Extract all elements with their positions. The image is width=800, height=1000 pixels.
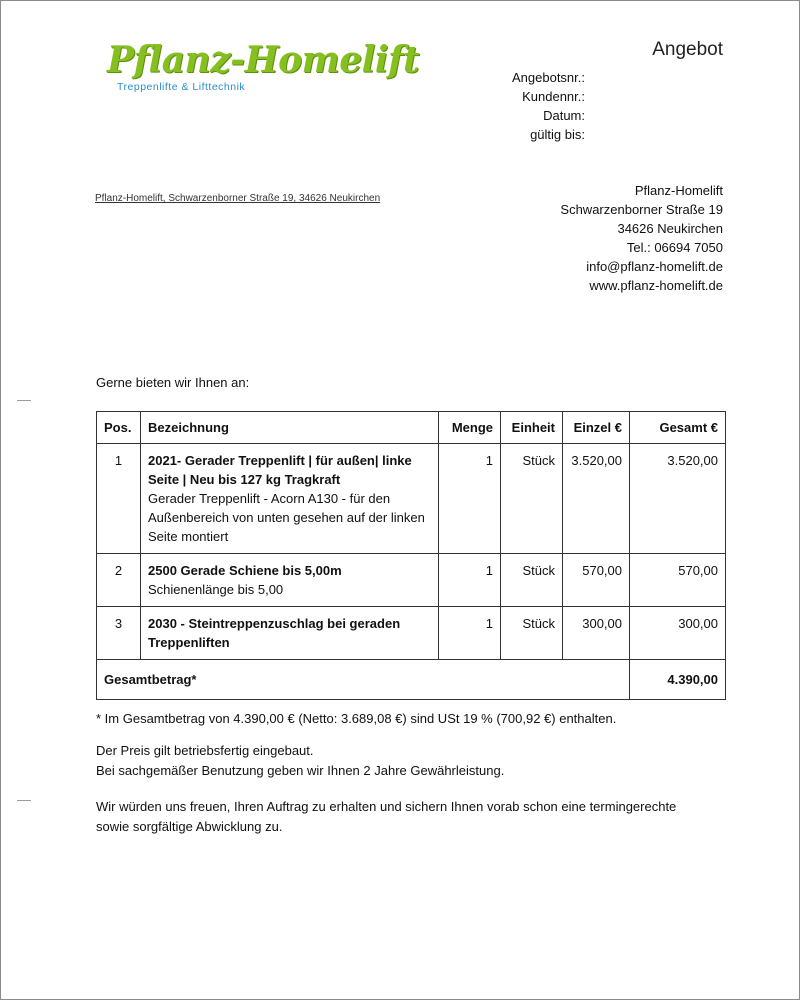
row-unit-price: 570,00 — [563, 554, 630, 607]
meta-offer-number-label: Angebotsnr.: — [512, 70, 585, 85]
row-unit: Stück — [501, 444, 563, 554]
total-value: 4.390,00 — [630, 660, 726, 700]
item-title: 2021- Gerader Treppenlift | für außen| linke Seite | Neu bis 127 kg Tragkraft — [148, 453, 412, 487]
logo-title: Pflanz-Homelift — [107, 39, 420, 81]
total-row — [97, 660, 726, 700]
row-unit: Stück — [501, 607, 563, 660]
company-logo — [107, 39, 420, 101]
header-description: Bezeichnung — [141, 412, 439, 444]
company-name: Pflanz-Homelift — [634, 183, 723, 198]
table-row — [97, 554, 726, 607]
row-total: 300,00 — [630, 607, 726, 660]
vat-footnote: * Im Gesamtbetrag von 4.390,00 € (Netto: 3.689,08 €) sind USt 19 % (700,92 €) enthalten. — [96, 711, 617, 726]
header-total: Gesamt € — [630, 412, 726, 444]
company-phone: Tel.: 06694 7050 — [626, 240, 723, 255]
table-row — [97, 444, 726, 554]
table-header-row — [97, 412, 726, 444]
fold-mark — [17, 400, 31, 401]
total-label: Gesamtbetrag* — [97, 660, 630, 700]
company-address — [560, 181, 723, 295]
row-unit-price: 300,00 — [563, 607, 630, 660]
closing-line: sowie sorgfältige Abwicklung zu. — [96, 819, 283, 834]
meta-valid-until-label: gültig bis: — [530, 127, 585, 142]
terms-line: Bei sachgemäßer Benutzung geben wir Ihnen 2 Jahre Gewährleistung. — [96, 763, 505, 778]
row-unit-price: 3.520,00 — [563, 444, 630, 554]
sender-address-line: Pflanz-Homelift, Schwarzenborner Straße 19, 34626 Neukirchen — [95, 193, 381, 204]
item-detail: Schienenlänge bis 5,00 — [148, 582, 284, 597]
header-pos: Pos. — [97, 412, 141, 444]
closing-paragraph — [96, 797, 676, 837]
closing-line: Wir würden uns freuen, Ihren Auftrag zu erhalten und sichern Ihnen vorab schon eine termingerechte — [96, 799, 677, 814]
item-title: 2500 Gerade Schiene bis 5,00m — [148, 563, 342, 578]
row-total: 570,00 — [630, 554, 726, 607]
fold-mark — [17, 800, 31, 801]
row-pos: 2 — [97, 554, 141, 607]
table-row — [97, 607, 726, 660]
row-unit: Stück — [501, 554, 563, 607]
item-detail: Gerader Treppenlift - Acorn A130 - für den Außenbereich von unten gesehen auf der linken Seite montiert — [148, 491, 425, 544]
item-title: 2030 - Steintreppenzuschlag bei geraden Treppenliften — [148, 616, 401, 650]
header-unit-price: Einzel € — [563, 412, 630, 444]
company-web: www.pflanz-homelift.de — [589, 278, 723, 293]
row-quantity: 1 — [439, 554, 501, 607]
row-description — [141, 554, 439, 607]
terms-line: Der Preis gilt betriebsfertig eingebaut. — [96, 743, 314, 758]
row-pos: 1 — [97, 444, 141, 554]
terms-paragraph — [96, 741, 504, 781]
header-quantity: Menge — [439, 412, 501, 444]
row-description — [141, 607, 439, 660]
company-street: Schwarzenborner Straße 19 — [560, 202, 723, 217]
row-total: 3.520,00 — [630, 444, 726, 554]
offer-meta — [481, 68, 585, 144]
company-city: 34626 Neukirchen — [617, 221, 723, 236]
logo-subtitle: Treppenlifte & Lifttechnik — [117, 81, 246, 93]
row-pos: 3 — [97, 607, 141, 660]
row-quantity: 1 — [439, 444, 501, 554]
company-email: info@pflanz-homelift.de — [586, 259, 723, 274]
row-quantity: 1 — [439, 607, 501, 660]
row-description — [141, 444, 439, 554]
meta-customer-number-label: Kundennr.: — [522, 89, 585, 104]
intro-text: Gerne bieten wir Ihnen an: — [96, 375, 250, 390]
meta-date-label: Datum: — [543, 108, 585, 123]
document-title: Angebot — [652, 39, 723, 60]
header-unit: Einheit — [501, 412, 563, 444]
items-table — [96, 411, 726, 700]
